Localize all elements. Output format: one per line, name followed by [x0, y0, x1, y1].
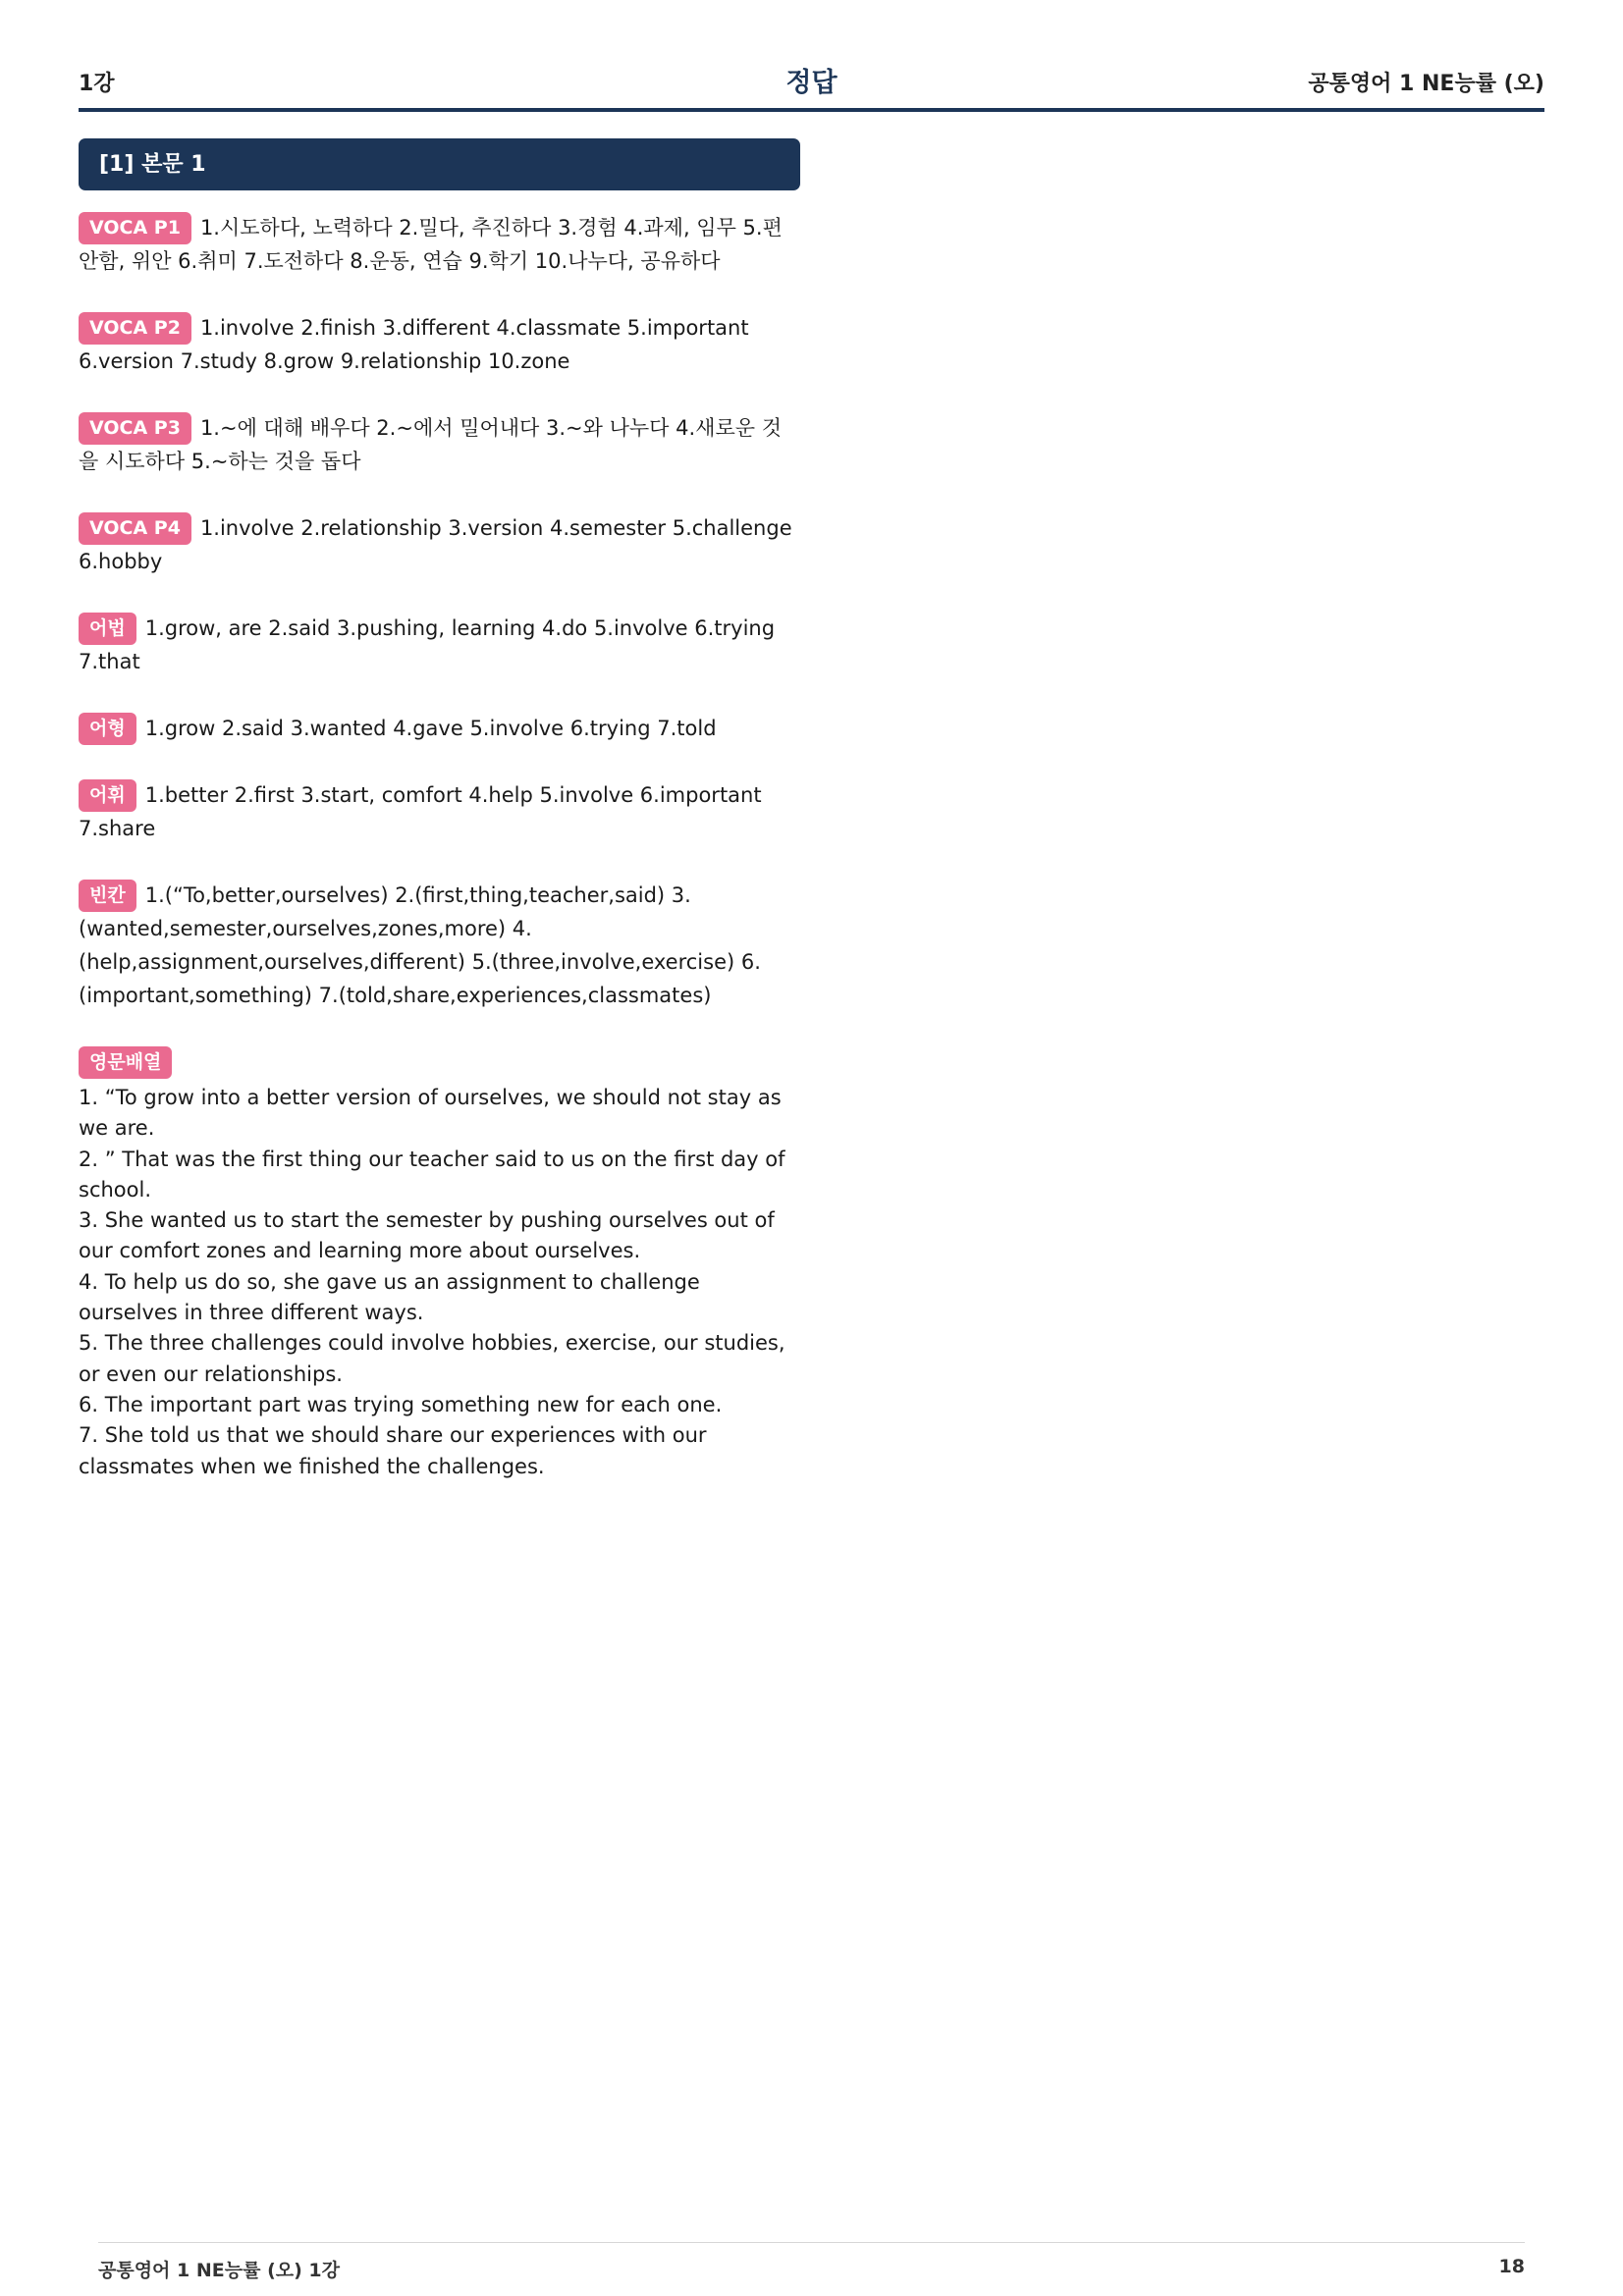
voca-p1-badge: VOCA P1 [79, 212, 191, 244]
vocabulary-answers [79, 778, 800, 845]
sentence-3: 3. She wanted us to start the semester by pushing ourselves out of our comfort zones and learning more about ourselves. [79, 1208, 775, 1263]
voca-p2-badge: VOCA P2 [79, 312, 191, 345]
voca-p4-badge: VOCA P4 [79, 512, 191, 545]
voca-p1-answers [79, 211, 800, 278]
vocabulary-text: 1.better 2.first 3.start, comfort 4.help 5.involve 6.important 7.share [79, 783, 762, 840]
voca-p2-text: 1.involve 2.finish 3.different 4.classmate 5.important 6.version 7.study 8.grow 9.relationship 10.zone [79, 316, 749, 373]
sentence-4: 4. To help us do so, she gave us an assignment to challenge ourselves in three different ways. [79, 1269, 700, 1325]
header-divider [79, 108, 1544, 112]
voca-p3-text: 1.~에 대해 배우다 2.~에서 밀어내다 3.~와 나누다 4.새로운 것을 시도하다 5.~하는 것을 돕다 [79, 416, 782, 473]
vocabulary-badge: 어휘 [79, 779, 136, 812]
section-title: [1] 본문 1 [79, 138, 800, 190]
sentence-arrangement [79, 1045, 800, 1482]
page-number: 18 [1498, 2256, 1525, 2277]
voca-p2-answers [79, 311, 800, 378]
footer-divider [98, 2242, 1525, 2243]
arrangement-badge: 영문배열 [79, 1046, 172, 1079]
word-form-text: 1.grow 2.said 3.wanted 4.gave 5.involve 6.trying 7.told [144, 717, 717, 740]
sentence-2: 2. ” That was the first thing our teacher said to us on the first day of school. [79, 1147, 785, 1201]
blank-badge: 빈칸 [79, 880, 136, 912]
book-title: 공통영어 1 NE능률 (오) [1308, 72, 1544, 96]
sentence-6: 6. The important part was trying something new for each one. [79, 1392, 723, 1416]
voca-p3-badge: VOCA P3 [79, 412, 191, 445]
arrangement-sentences [79, 1083, 800, 1482]
word-form-badge: 어형 [79, 713, 136, 745]
grammar-text: 1.grow, are 2.said 3.pushing, learning 4.do 5.involve 6.trying 7.that [79, 616, 776, 673]
voca-p4-text: 1.involve 2.relationship 3.version 4.semester 5.challenge 6.hobby [79, 516, 792, 573]
blank-answers [79, 879, 800, 1012]
page-title: 정답 [785, 68, 838, 98]
voca-p4-answers [79, 511, 800, 578]
sentence-5: 5. The three challenges could involve hobbies, exercise, our studies, or even our relationships. [79, 1331, 785, 1386]
blank-text: 1.(“To,better,ourselves) 2.(first,thing,teacher,said) 3.(wanted,semester,ourselves,zones,more) 4.(help,assignment,ourselves,different) 5.(three,involve,exercise) 6.(important,something) 7.(told,share,experiences,classmates) [79, 883, 761, 1007]
sentence-1: 1. “To grow into a better version of ourselves, we should not stay as we are. [79, 1086, 782, 1141]
page-header [79, 61, 1544, 100]
grammar-answers [79, 612, 800, 678]
page-footer [98, 2256, 1525, 2285]
voca-p1-text: 1.시도하다, 노력하다 2.밀다, 추진하다 3.경험 4.과제, 임무 5.편안함, 위안 6.취미 7.도전하다 8.운동, 연습 9.학기 10.나누다, 공유하다 [79, 216, 783, 273]
grammar-badge: 어법 [79, 613, 136, 645]
lesson-label: 1강 [79, 72, 115, 96]
word-form-answers [79, 712, 800, 745]
answer-column [79, 138, 800, 1482]
voca-p3-answers [79, 411, 800, 478]
sentence-7: 7. She told us that we should share our experiences with our classmates when we finished the challenges. [79, 1423, 707, 1478]
footer-book-label: 공통영어 1 NE능률 (오) 1강 [98, 2260, 340, 2281]
